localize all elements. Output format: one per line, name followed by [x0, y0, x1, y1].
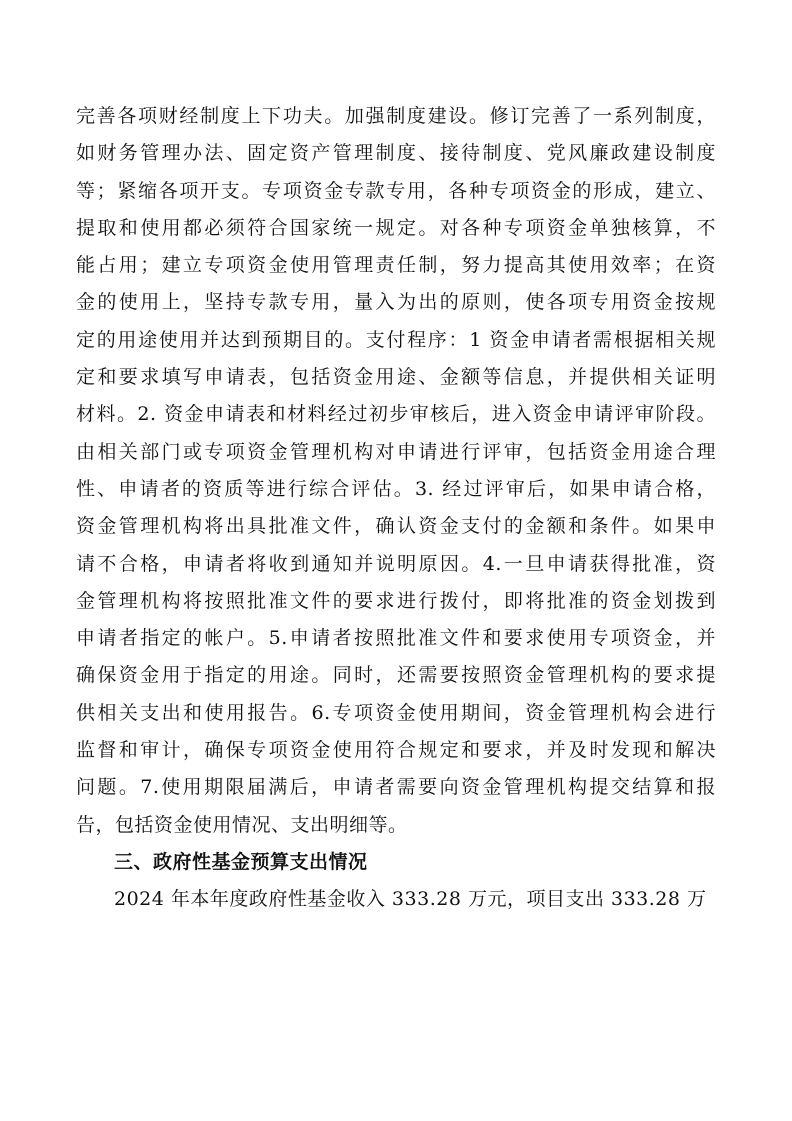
document-body: [76, 98, 716, 919]
paragraph-line: 如财务管理办法、固定资产管理制度、接待制度、党风廉政建设制度: [76, 142, 716, 165]
paragraph-line: 提取和使用都必须符合国家统一规定。对各种专项资金单独核算，不: [76, 216, 716, 239]
paragraph-line: 材料。2. 资金申请表和材料经过初步审核后，进入资金申请评审阶段。: [76, 403, 716, 426]
paragraph-line: 告，包括资金使用情况、支出明细等。: [76, 813, 408, 836]
paragraph-line: 金管理机构将按照批准文件的要求进行拨付，即将批准的资金划拨到: [76, 589, 716, 612]
paragraph-line: 由相关部门或专项资金管理机构对申请进行评审，包括资金用途合理: [76, 440, 716, 463]
paragraph-line: 申请者指定的帐户。5.申请者按照批准文件和要求使用专项资金，并: [76, 627, 716, 650]
paragraph-line: 定和要求填写申请表，包括资金用途、金额等信息，并提供相关证明: [76, 366, 716, 389]
paragraph-line: 监督和审计，确保专项资金使用符合规定和要求，并及时发现和解决: [76, 739, 716, 762]
paragraph-line: 等；紧缩各项开支。专项资金专款专用，各种专项资金的形成，建立、: [76, 179, 716, 202]
paragraph-line: 完善各项财经制度上下功夫。加强制度建设。修订完善了一系列制度，: [76, 105, 716, 127]
paragraph-line: 确保资金用于指定的用途。同时，还需要按照资金管理机构的要求提: [76, 664, 716, 687]
paragraph-line: 能占用；建立专项资金使用管理责任制，努力提高其使用效率；在资: [76, 254, 716, 277]
paragraph-line: 资金管理机构将出具批准文件，确认资金支付的金额和条件。如果申: [76, 515, 716, 538]
paragraph-line: 供相关支出和使用报告。6.专项资金使用期间，资金管理机构会进行: [76, 701, 716, 724]
paragraph-line: 性、申请者的资质等进行综合评估。3. 经过评审后，如果申请合格，: [76, 477, 716, 500]
section-heading: 三、政府性基金预算支出情况: [114, 850, 368, 873]
paragraph-line: 定的用途使用并达到预期目的。支付程序：1 资金申请者需根据相关规: [76, 328, 716, 351]
paragraph-line: 金的使用上，坚持专款专用，量入为出的原则，使各项专用资金按规: [76, 291, 716, 314]
paragraph-line: 2024 年本年度政府性基金收入 333.28 万元，项目支出 333.28 万: [114, 888, 707, 911]
paragraph-line: 请不合格，申请者将收到通知并说明原因。4.一旦申请获得批准，资: [76, 552, 716, 575]
paragraph-line: 问题。7.使用期限届满后，申请者需要向资金管理机构提交结算和报: [76, 776, 716, 799]
